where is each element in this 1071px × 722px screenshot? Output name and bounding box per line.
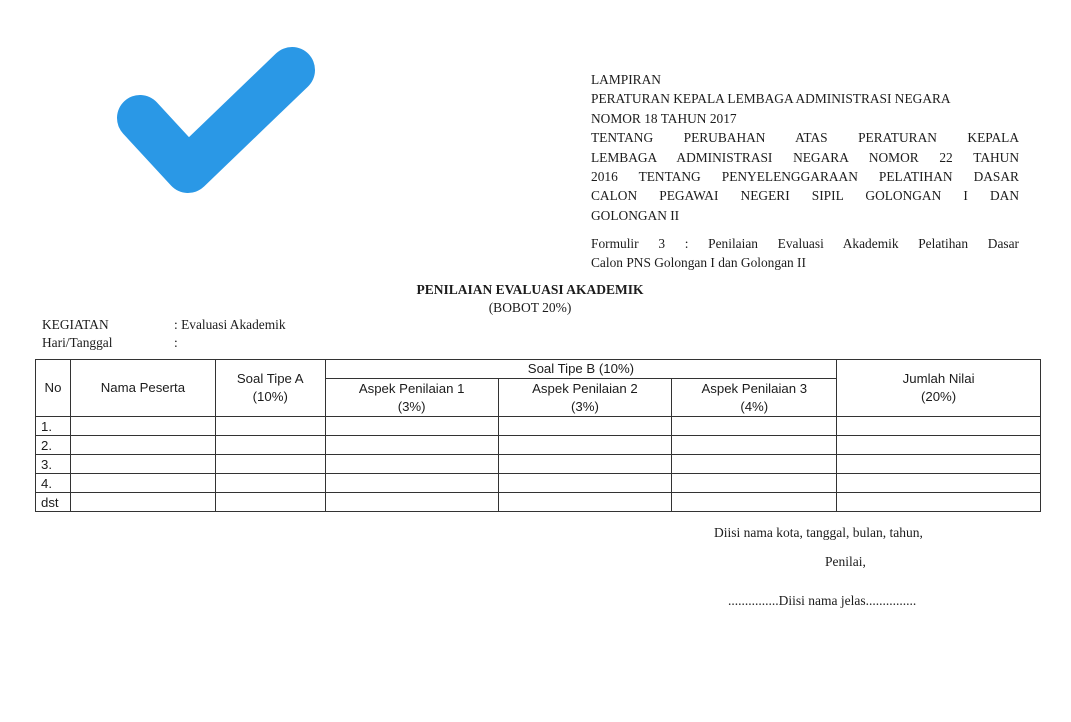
header-soal-tipe-a-weight: (10%) — [252, 389, 288, 404]
aspek-3-weight: (4%) — [740, 398, 769, 414]
lampiran-line: 2016 TENTANG PENYELENGGARAAN PELATIHAN DASAR — [591, 169, 1019, 185]
cell-soal-a — [215, 493, 325, 512]
aspek-1-weight: (3%) — [397, 398, 426, 414]
row-number: 4. — [36, 474, 71, 493]
table-row — [36, 436, 1041, 455]
lampiran-block — [591, 70, 1019, 225]
cell-aspek-1 — [325, 436, 498, 455]
row-number: dst — [36, 493, 71, 512]
header-nama-peserta: Nama Peserta — [70, 360, 215, 417]
cell-aspek-3 — [672, 455, 837, 474]
cell-aspek-3 — [672, 436, 837, 455]
cell-aspek-2 — [498, 417, 672, 436]
aspek-3-label: Aspek Penilaian 3 — [701, 380, 808, 396]
header-soal-tipe-a — [215, 360, 325, 417]
aspek-2-weight: (3%) — [571, 398, 599, 414]
table-row — [36, 417, 1041, 436]
cell-soal-a — [215, 417, 325, 436]
cell-aspek-1 — [325, 493, 498, 512]
row-number: 2. — [36, 436, 71, 455]
cell-nama — [70, 455, 215, 474]
kegiatan-value: : Evaluasi Akademik — [174, 317, 286, 332]
form-subtitle: (BOBOT 20%) — [488, 300, 572, 315]
lampiran-line: PERATURAN KEPALA LEMBAGA ADMINISTRASI NEGARA — [591, 91, 951, 107]
cell-jumlah — [837, 417, 1041, 436]
cell-nama — [70, 493, 215, 512]
cell-aspek-1 — [325, 455, 498, 474]
cell-nama — [70, 417, 215, 436]
header-jumlah-nilai — [837, 360, 1041, 417]
lampiran-heading: LAMPIRAN — [591, 72, 661, 87]
header-aspek-1 — [325, 379, 498, 417]
checkmark-icon — [110, 40, 325, 210]
aspek-2-label: Aspek Penilaian 2 — [532, 380, 638, 396]
row-number: 1. — [36, 417, 71, 436]
cell-soal-a — [215, 436, 325, 455]
row-number: 3. — [36, 455, 71, 474]
header-soal-tipe-a-label: Soal Tipe A — [236, 371, 304, 386]
cell-aspek-2 — [498, 436, 672, 455]
header-jumlah-nilai-label: Jumlah Nilai — [902, 371, 975, 386]
cell-aspek-1 — [325, 474, 498, 493]
header-aspek-2 — [498, 379, 672, 417]
cell-soal-a — [215, 455, 325, 474]
score-table — [35, 359, 1041, 512]
penilai-label: Penilai, — [825, 554, 866, 569]
lampiran-line: CALON PEGAWAI NEGERI SIPIL GOLONGAN I DAN — [591, 188, 1019, 204]
city-date-line: Diisi nama kota, tanggal, bulan, tahun, — [714, 525, 923, 540]
cell-aspek-3 — [672, 493, 837, 512]
aspek-1-label: Aspek Penilaian 1 — [358, 380, 465, 396]
cell-aspek-1 — [325, 417, 498, 436]
cell-nama — [70, 436, 215, 455]
cell-jumlah — [837, 455, 1041, 474]
table-row — [36, 474, 1041, 493]
lampiran-line: GOLONGAN II — [591, 207, 680, 223]
hari-value: : — [174, 335, 178, 350]
cell-aspek-3 — [672, 417, 837, 436]
form-title: PENILAIAN EVALUASI AKADEMIK — [416, 282, 644, 297]
kegiatan-row — [42, 316, 286, 334]
header-aspek-3 — [672, 379, 837, 417]
hari-row — [42, 334, 286, 352]
formulir-line: Formulir 3 : Penilaian Evaluasi Akademik Pelatihan Dasar — [591, 236, 1019, 251]
cell-jumlah — [837, 436, 1041, 455]
formulir-block — [591, 234, 1019, 273]
cell-aspek-2 — [498, 474, 672, 493]
cell-jumlah — [837, 474, 1041, 493]
lampiran-line: TENTANG PERUBAHAN ATAS PERATURAN KEPALA — [591, 130, 1019, 146]
formulir-line: Calon PNS Golongan I dan Golongan II — [591, 255, 806, 271]
name-line: ...............Diisi nama jelas............... — [728, 593, 917, 608]
lampiran-line: NOMOR 18 TAHUN 2017 — [591, 110, 737, 126]
cell-soal-a — [215, 474, 325, 493]
cell-nama — [70, 474, 215, 493]
table-row — [36, 493, 1041, 512]
header-soal-tipe-b: Soal Tipe B (10%) — [325, 360, 836, 379]
header-no: No — [36, 360, 71, 417]
kegiatan-label: KEGIATAN — [42, 317, 109, 332]
cell-aspek-2 — [498, 493, 672, 512]
header-jumlah-nilai-weight: (20%) — [920, 389, 957, 404]
meta-block — [42, 316, 286, 352]
cell-jumlah — [837, 493, 1041, 512]
table-row — [36, 455, 1041, 474]
cell-aspek-3 — [672, 474, 837, 493]
hari-label: Hari/Tanggal — [42, 335, 113, 350]
cell-aspek-2 — [498, 455, 672, 474]
lampiran-line: LEMBAGA ADMINISTRASI NEGARA NOMOR 22 TAHUN — [591, 149, 1019, 165]
